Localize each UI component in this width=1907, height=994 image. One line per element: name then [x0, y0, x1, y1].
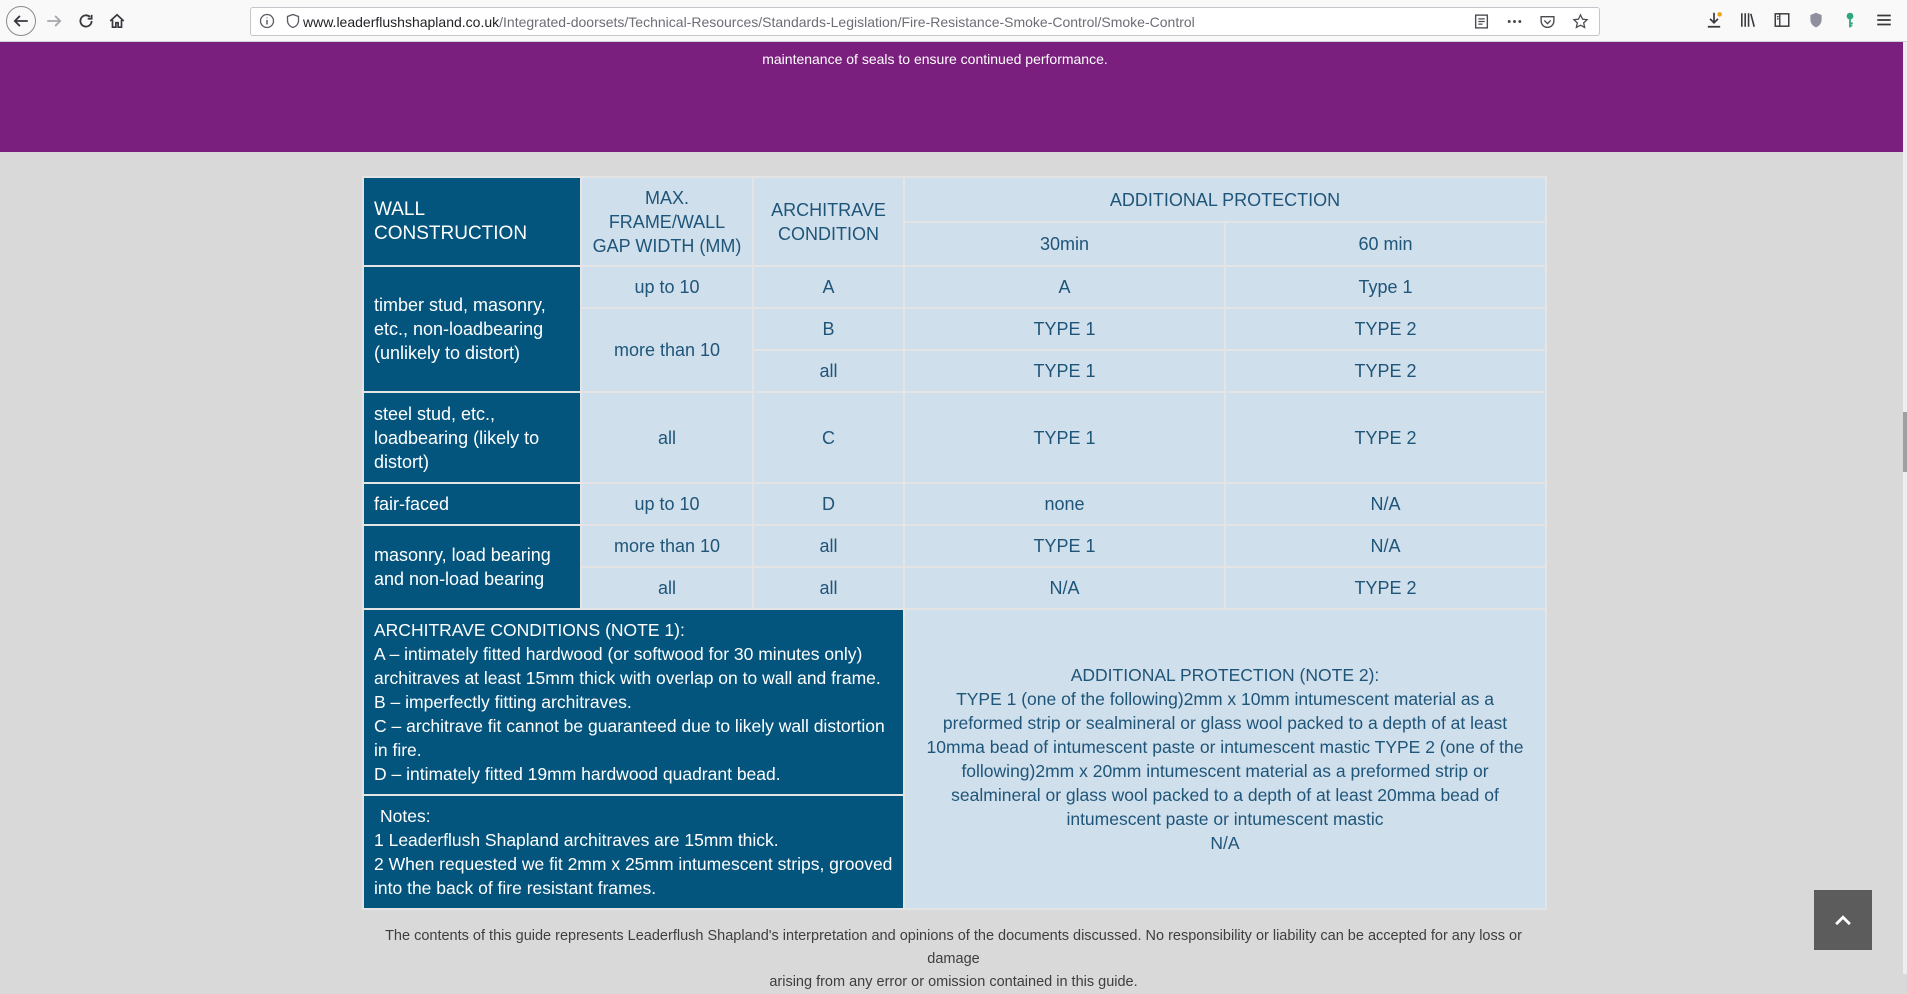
protection-60-cell: TYPE 2 [1225, 567, 1546, 609]
back-button[interactable] [6, 6, 36, 36]
gap-cell: more than 10 [581, 525, 753, 567]
more-actions-icon[interactable] [1506, 13, 1523, 30]
header-architrave-condition: ARCHITRAVE CONDITION [753, 177, 904, 266]
library-icon[interactable] [1739, 11, 1757, 29]
gap-cell: up to 10 [581, 483, 753, 525]
table-row [363, 483, 1546, 525]
wall-type-steel: steel stud, etc., loadbearing (likely to distort) [363, 392, 581, 483]
disclaimer-line-1: The contents of this guide represents Leaderflush Shapland's interpretation and opinions of the documents discussed. No responsibility or liability can be accepted for any loss or damage [385, 928, 1522, 967]
gap-cell: more than 10 [581, 308, 753, 392]
gap-cell: up to 10 [581, 266, 753, 308]
reload-button[interactable] [72, 7, 100, 35]
table-row [363, 266, 1546, 308]
condition-cell: C [753, 392, 904, 483]
reload-icon [77, 12, 95, 30]
banner-text: maintenance of seals to ensure continued performance. [762, 51, 1108, 67]
key-extension-icon[interactable] [1841, 11, 1859, 29]
browser-toolbar [0, 0, 1907, 42]
protection-60-cell: Type 1 [1225, 266, 1546, 308]
gap-cell: all [581, 392, 753, 483]
condition-cell: all [753, 525, 904, 567]
condition-cell: all [753, 350, 904, 392]
url-path: /Integrated-doorsets/Technical-Resources/Standards-Legislation/Fire-Resistance-Smoke-Control/Smoke-Control [499, 14, 1195, 30]
additional-protection-note [904, 609, 1546, 909]
protection-30-cell: TYPE 1 [904, 392, 1225, 483]
disclaimer [362, 925, 1545, 994]
sidebar-icon[interactable] [1773, 11, 1791, 29]
note1-title: ARCHITRAVE CONDITIONS (NOTE 1): [374, 620, 685, 640]
protection-30-cell: none [904, 483, 1225, 525]
note1-item-b: B – imperfectly fitting architraves. [374, 692, 632, 712]
protection-60-cell: TYPE 2 [1225, 308, 1546, 350]
home-button[interactable] [103, 7, 131, 35]
condition-cell: B [753, 308, 904, 350]
protection-60-cell: TYPE 2 [1225, 350, 1546, 392]
forward-button[interactable] [40, 7, 68, 35]
url-domain: www.leaderflushshapland.co.uk [303, 14, 500, 30]
bookmark-star-icon[interactable] [1572, 13, 1589, 30]
protection-30-cell: N/A [904, 567, 1225, 609]
arrow-right-icon [45, 12, 63, 30]
menu-icon[interactable] [1875, 11, 1893, 29]
pocket-icon[interactable] [1539, 13, 1556, 30]
shield-extension-icon[interactable] [1807, 11, 1825, 29]
protection-30-cell: TYPE 1 [904, 308, 1225, 350]
shield-icon[interactable] [285, 13, 301, 29]
downloads-icon[interactable] [1705, 11, 1723, 29]
condition-cell: D [753, 483, 904, 525]
page-scrollbar[interactable] [1903, 42, 1907, 974]
note2-body: TYPE 1 (one of the following)2mm x 10mm intumescent material as a preformed strip or sealmineral or glass wool packed to a depth of at least 10mma bead of intumescent paste or intumescent mastic TYPE 2 (one of the following)2mm x 20mm intumescent material as a preformed strip or sealmineral or glass wool packed to a depth of at least 20mma bead of intumescent paste or intumescent mastic [926, 689, 1524, 829]
table-row [363, 525, 1546, 567]
header-additional-protection: ADDITIONAL PROTECTION [904, 177, 1546, 222]
address-bar[interactable] [250, 7, 1600, 36]
info-icon[interactable] [259, 13, 275, 29]
wall-type-timber: timber stud, masonry, etc., non-loadbearing (unlikely to distort) [363, 266, 581, 392]
scrollbar-thumb[interactable] [1903, 412, 1907, 472]
url-text[interactable] [303, 14, 1195, 30]
notes-item-1: 1 Leaderflush Shapland architraves are 15mm thick. [374, 830, 779, 850]
notes-title: Notes: [380, 806, 431, 826]
protection-60-cell: N/A [1225, 525, 1546, 567]
wall-type-fair-faced: fair-faced [363, 483, 581, 525]
header-max-gap: MAX. FRAME/WALL GAP WIDTH (MM) [581, 177, 753, 266]
home-icon [108, 12, 126, 30]
reader-view-icon[interactable] [1473, 13, 1490, 30]
wall-type-masonry: masonry, load bearing and non-load bearing [363, 525, 581, 609]
disclaimer-line-2: arising from any error or omission contained in this guide. [769, 974, 1138, 990]
notes-item-2: 2 When requested we fit 2mm x 25mm intumescent strips, grooved into the back of fire resistant frames. [374, 854, 893, 898]
arrow-left-icon [12, 12, 30, 30]
notes-block [363, 795, 904, 909]
architrave-conditions-note [363, 609, 904, 795]
condition-cell: A [753, 266, 904, 308]
header-30min: 30min [904, 222, 1225, 266]
note2-na: N/A [1210, 833, 1240, 853]
chevron-up-icon [1832, 909, 1854, 931]
note1-item-a: A – intimately fitted hardwood (or softwood for 30 minutes only) architraves at least 15mm thick with overlap on to wall and frame. [374, 644, 881, 688]
note1-item-c: C – architrave fit cannot be guaranteed due to likely wall distortion in fire. [374, 716, 885, 760]
note1-item-d: D – intimately fitted 19mm hardwood quadrant bead. [374, 764, 781, 784]
protection-30-cell: TYPE 1 [904, 350, 1225, 392]
back-to-top-button[interactable] [1814, 890, 1872, 950]
protection-60-cell: N/A [1225, 483, 1546, 525]
condition-cell: all [753, 567, 904, 609]
protection-30-cell: TYPE 1 [904, 525, 1225, 567]
header-wall-construction: WALL CONSTRUCTION [363, 177, 581, 266]
protection-60-cell: TYPE 2 [1225, 392, 1546, 483]
header-60min: 60 min [1225, 222, 1546, 266]
table-row [363, 392, 1546, 483]
note2-title: ADDITIONAL PROTECTION (NOTE 2): [1070, 665, 1380, 685]
purple-banner [0, 42, 1903, 152]
gap-cell: all [581, 567, 753, 609]
protection-30-cell: A [904, 266, 1225, 308]
fire-protection-table [362, 176, 1547, 910]
